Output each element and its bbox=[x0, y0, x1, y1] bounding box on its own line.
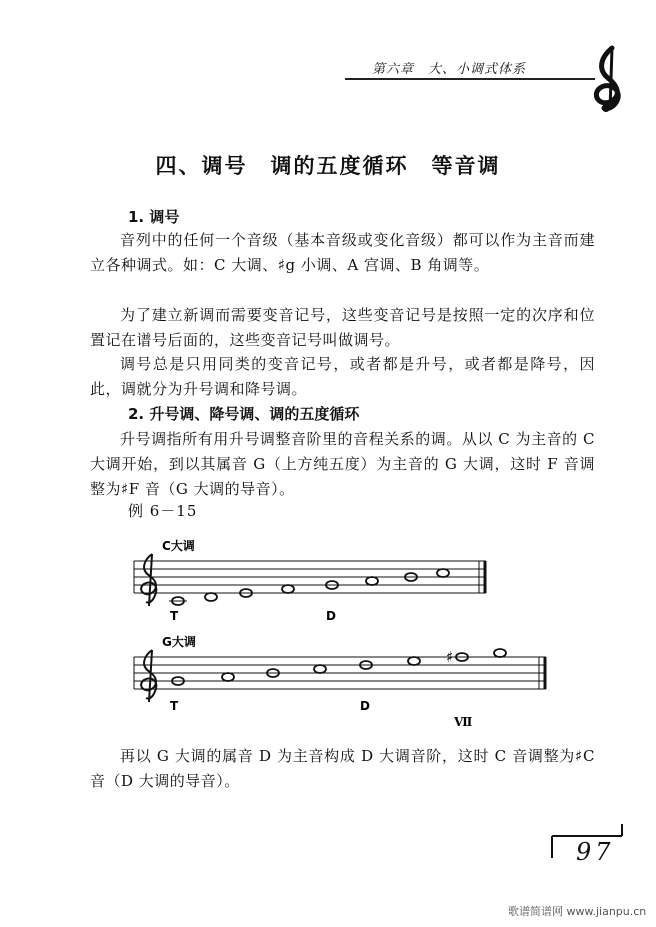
treble-clef-icon bbox=[141, 650, 156, 702]
paragraph-3: 调号总是只用同类的变音记号，或者都是升号，或者都是降号，因此，调就分为升号调和降号调。 bbox=[90, 355, 595, 398]
treble-clef-logo-icon bbox=[582, 44, 638, 114]
paragraph-1: 音列中的任何一个音级（基本音级或变化音级）都可以作为主音而建立各种调式。如：C 大调、♯g 小调、A 宫调、B 角调等。 bbox=[90, 231, 595, 274]
section-title: 四、调号 调的五度循环 等音调 bbox=[155, 154, 501, 178]
note bbox=[222, 673, 234, 681]
note bbox=[282, 585, 294, 593]
staff1-dominant-label: D bbox=[326, 609, 336, 623]
note bbox=[366, 577, 378, 585]
staff2-tonic-label: T bbox=[170, 699, 179, 713]
staff2-degree-label: Ⅶ bbox=[454, 715, 473, 729]
subsection-heading-2: 2. 升号调、降号调、调的五度循环 bbox=[128, 405, 360, 423]
example-label: 例 6－15 bbox=[128, 502, 198, 520]
staff2-dominant-label: D bbox=[360, 699, 370, 713]
watermark: 歌谱简谱网 www.jianpu.cn bbox=[508, 905, 647, 918]
paragraph-5: 再以 G 大调的属音 D 为主音构成 D 大调音阶，这时 C 音调整为♯C 音（D 大调的导音）。 bbox=[90, 747, 595, 790]
page-number: 97 bbox=[576, 838, 615, 866]
running-header: 第六章 大、小调式体系 bbox=[372, 62, 527, 77]
paragraph-2: 为了建立新调而需要变音记号，这些变音记号是按照一定的次序和位置记在谱号后面的，这些变音记号叫做调号。 bbox=[90, 306, 595, 349]
note bbox=[437, 569, 449, 577]
staff-g-major bbox=[134, 634, 546, 729]
staff-c-major bbox=[134, 538, 486, 623]
note bbox=[494, 649, 506, 657]
staff1-key-label: C大调 bbox=[162, 539, 195, 553]
paragraph-4: 升号调指所有用升号调整音阶里的音程关系的调。从以 C 为主音的 C 大调开始，到以其属音 G（上方纯五度）为主音的 G 大调，这时 F 音调整为♯F 音（G 大调的导音）。 bbox=[90, 430, 595, 498]
header-rule bbox=[345, 78, 595, 80]
music-example bbox=[0, 530, 656, 735]
note bbox=[408, 657, 420, 665]
sharp-icon: ♯ bbox=[446, 648, 454, 666]
treble-clef-icon bbox=[141, 554, 156, 606]
subsection-heading-1: 1. 调号 bbox=[128, 208, 180, 226]
staff2-key-label: G大调 bbox=[162, 635, 196, 649]
staff1-tonic-label: T bbox=[170, 609, 179, 623]
note bbox=[314, 665, 326, 673]
note bbox=[205, 593, 217, 601]
